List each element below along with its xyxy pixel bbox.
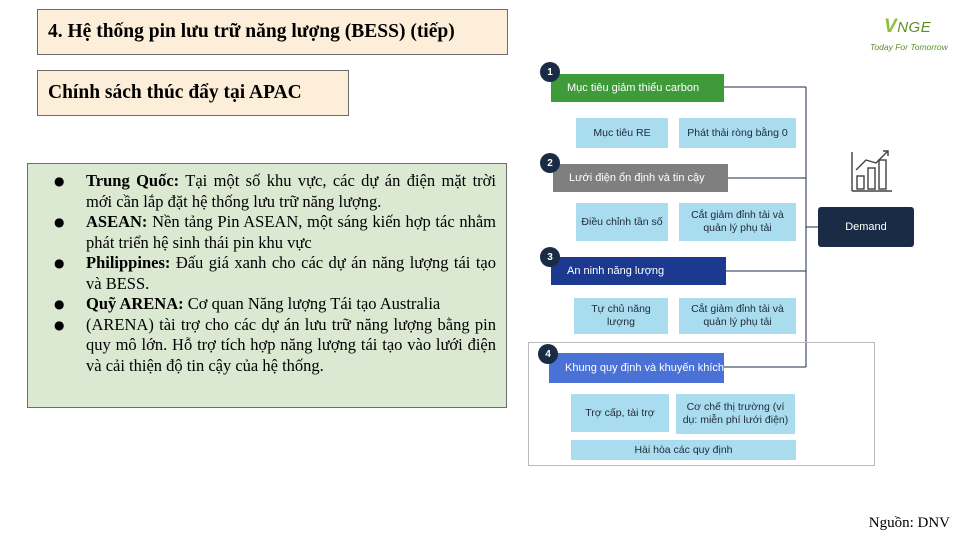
section-subtitle-text: Chính sách thúc đẩy tại APAC: [48, 82, 302, 103]
group-3-title: An ninh năng lượng: [567, 264, 665, 277]
bullet-label: Quỹ ARENA:: [86, 294, 184, 313]
logo-letters: NGE: [897, 19, 932, 36]
bullet-text: (ARENA) tài trợ cho các dự án lưu trữ năng lượng bằng pin quy mô lớn. Hỗ trợ tích hợp năng lượng tái tạo vào lưới điện và cải thiện độ tin cậy của hệ thống.: [86, 314, 496, 375]
group-3-number: 3: [540, 247, 560, 267]
group-3-item: Tự chủ năng lượng: [574, 298, 668, 334]
bullet-label: Philippines:: [86, 253, 171, 272]
logo-letter-v: V: [884, 16, 898, 37]
group-4-number: 4: [538, 344, 558, 364]
group-2-number: 2: [540, 153, 560, 173]
group-4-item: Trợ cấp, tài trợ: [571, 394, 669, 432]
bullet-label: Trung Quốc:: [86, 171, 180, 190]
bullet-label: ASEAN:: [86, 212, 148, 231]
group-1-item: Mục tiêu RE: [576, 118, 668, 148]
group-2-item: Điều chỉnh tần số: [576, 203, 668, 241]
bullet-dot-icon: ●: [54, 256, 65, 270]
group-3-item: Cắt giảm đỉnh tải và quản lý phụ tải: [679, 298, 796, 334]
group-4-item: Hài hòa các quy định: [571, 440, 796, 460]
group-2-title: Lưới điện ổn định và tin cậy: [569, 171, 705, 184]
group-1-header: [551, 74, 724, 102]
group-2-header: [553, 164, 728, 192]
group-1-item: Phát thải ròng bằng 0: [679, 118, 796, 148]
group-3-header: [551, 257, 726, 285]
bar-chart-growth-icon: [852, 151, 892, 191]
group-4-header: [549, 353, 724, 383]
bullet-dot-icon: ●: [54, 297, 65, 311]
bullet-dot-icon: ●: [54, 215, 65, 229]
bullet-text: Nền tảng Pin ASEAN, một sáng kiến hợp tác nhằm phát triển hệ sinh thái pin khu vực: [86, 212, 496, 252]
bullet-dot-icon: ●: [54, 317, 65, 332]
logo-tagline: Today For Tomorrow: [870, 42, 948, 52]
demand-box: Demand: [818, 207, 914, 247]
group-1-number: 1: [540, 62, 560, 82]
source-note: Nguồn: DNV: [868, 515, 950, 531]
group-4-item: Cơ chế thị trường (ví dụ: miễn phí lưới điện): [676, 394, 795, 434]
group-2-item: Cắt giảm đỉnh tải và quản lý phụ tải: [679, 203, 796, 241]
bullet-text: Cơ quan Năng lượng Tái tạo Australia: [183, 294, 441, 313]
bullet-dot-icon: ●: [54, 174, 65, 188]
bullet-text: Tại một số khu vực, các dự án điện mặt trời mới cần lắp đặt hệ thống lưu trữ năng lượng.: [86, 171, 496, 211]
bullet-text: Đấu giá xanh cho các dự án năng lượng tái tạo và BESS.: [86, 253, 496, 293]
group-1-title: Mục tiêu giảm thiểu carbon: [567, 81, 700, 94]
group-4-title: Khung quy định và khuyến khích: [565, 361, 725, 374]
slide-title-text: 4. Hệ thống pin lưu trữ năng lượng (BESS) (tiếp): [48, 21, 455, 42]
